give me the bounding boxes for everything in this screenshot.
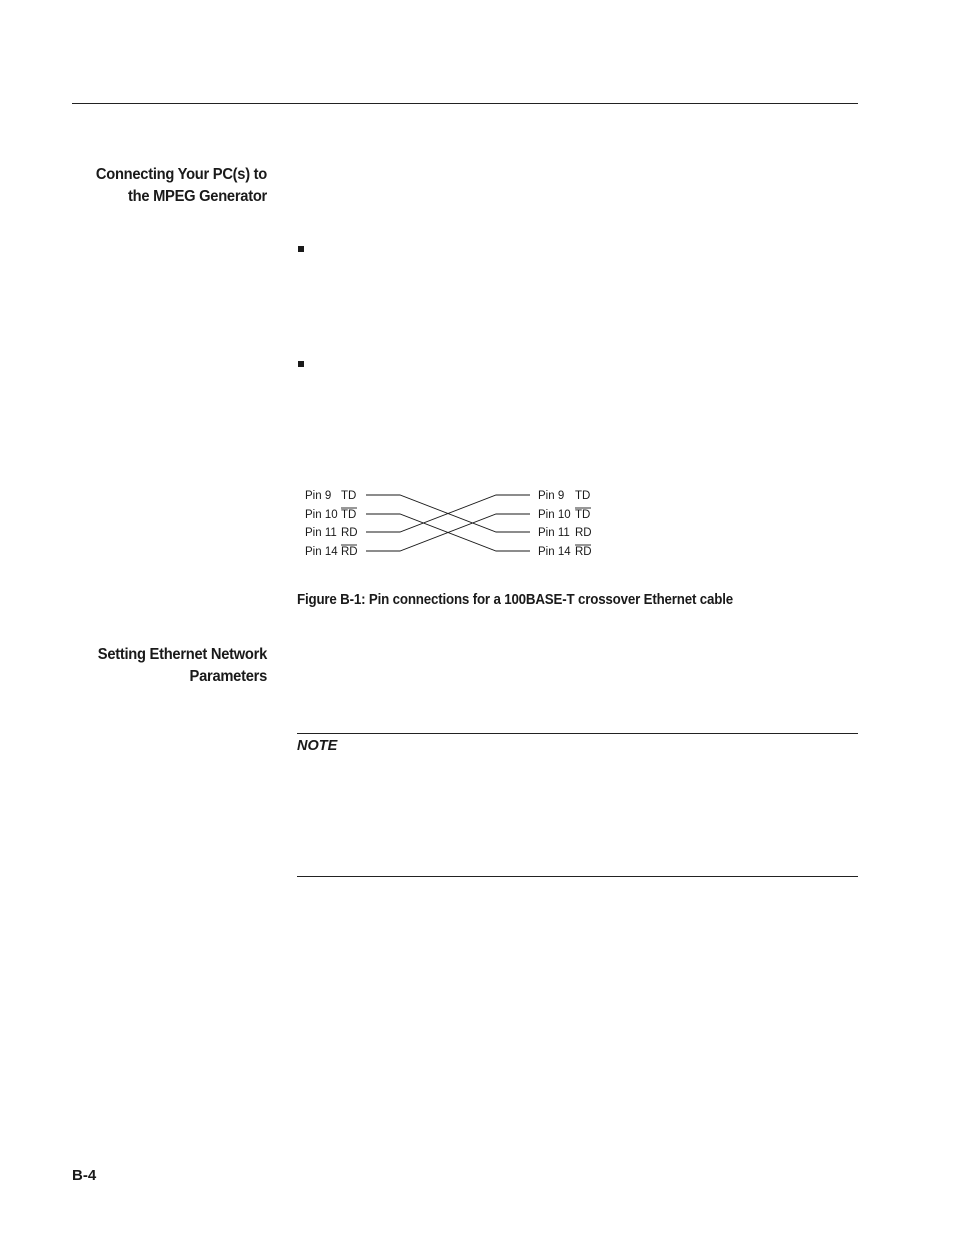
heading-line: the MPEG Generator (128, 188, 267, 205)
left-pin-label: Pin 10 (305, 509, 338, 521)
left-pin-label: Pin 9 (305, 490, 332, 502)
right-pin-label: Pin 10 (538, 509, 571, 521)
right-pin-label: Pin 14 (538, 546, 571, 558)
heading-line: Connecting Your PC(s) to (95, 166, 267, 183)
crossover-wire (366, 495, 530, 532)
heading-line: Parameters (189, 668, 267, 685)
note-label: NOTE (297, 738, 338, 754)
right-pin-label: Pin 9 (538, 490, 565, 502)
right-signal-label: RD (575, 546, 592, 558)
left-pin-label: Pin 11 (305, 527, 337, 539)
bullet-marker (298, 246, 304, 252)
page-number: B-4 (72, 1167, 97, 1184)
left-pin-label: Pin 14 (305, 546, 338, 558)
figure-caption: Figure B-1: Pin connections for a 100BASE-T crossover Ethernet cable (297, 592, 733, 608)
section-heading-connecting-pc (46, 164, 267, 208)
right-signal-label: TD (575, 509, 591, 521)
crossover-pin-diagram (290, 482, 610, 567)
note-top-rule (297, 733, 858, 734)
left-signal-label: TD (341, 509, 357, 521)
bullet-marker (298, 361, 304, 367)
left-signal-label: TD (341, 490, 357, 502)
right-signal-label: TD (575, 490, 591, 502)
left-signal-label: RD (341, 546, 358, 558)
heading-line: Setting Ethernet Network (97, 646, 267, 663)
section-heading-ethernet-params (46, 644, 267, 688)
right-signal-label: RD (575, 527, 592, 539)
header-rule (72, 103, 858, 104)
left-signal-label: RD (341, 527, 358, 539)
note-bottom-rule (297, 876, 858, 877)
crossover-wire (366, 514, 530, 551)
right-pin-label: Pin 11 (538, 527, 570, 539)
